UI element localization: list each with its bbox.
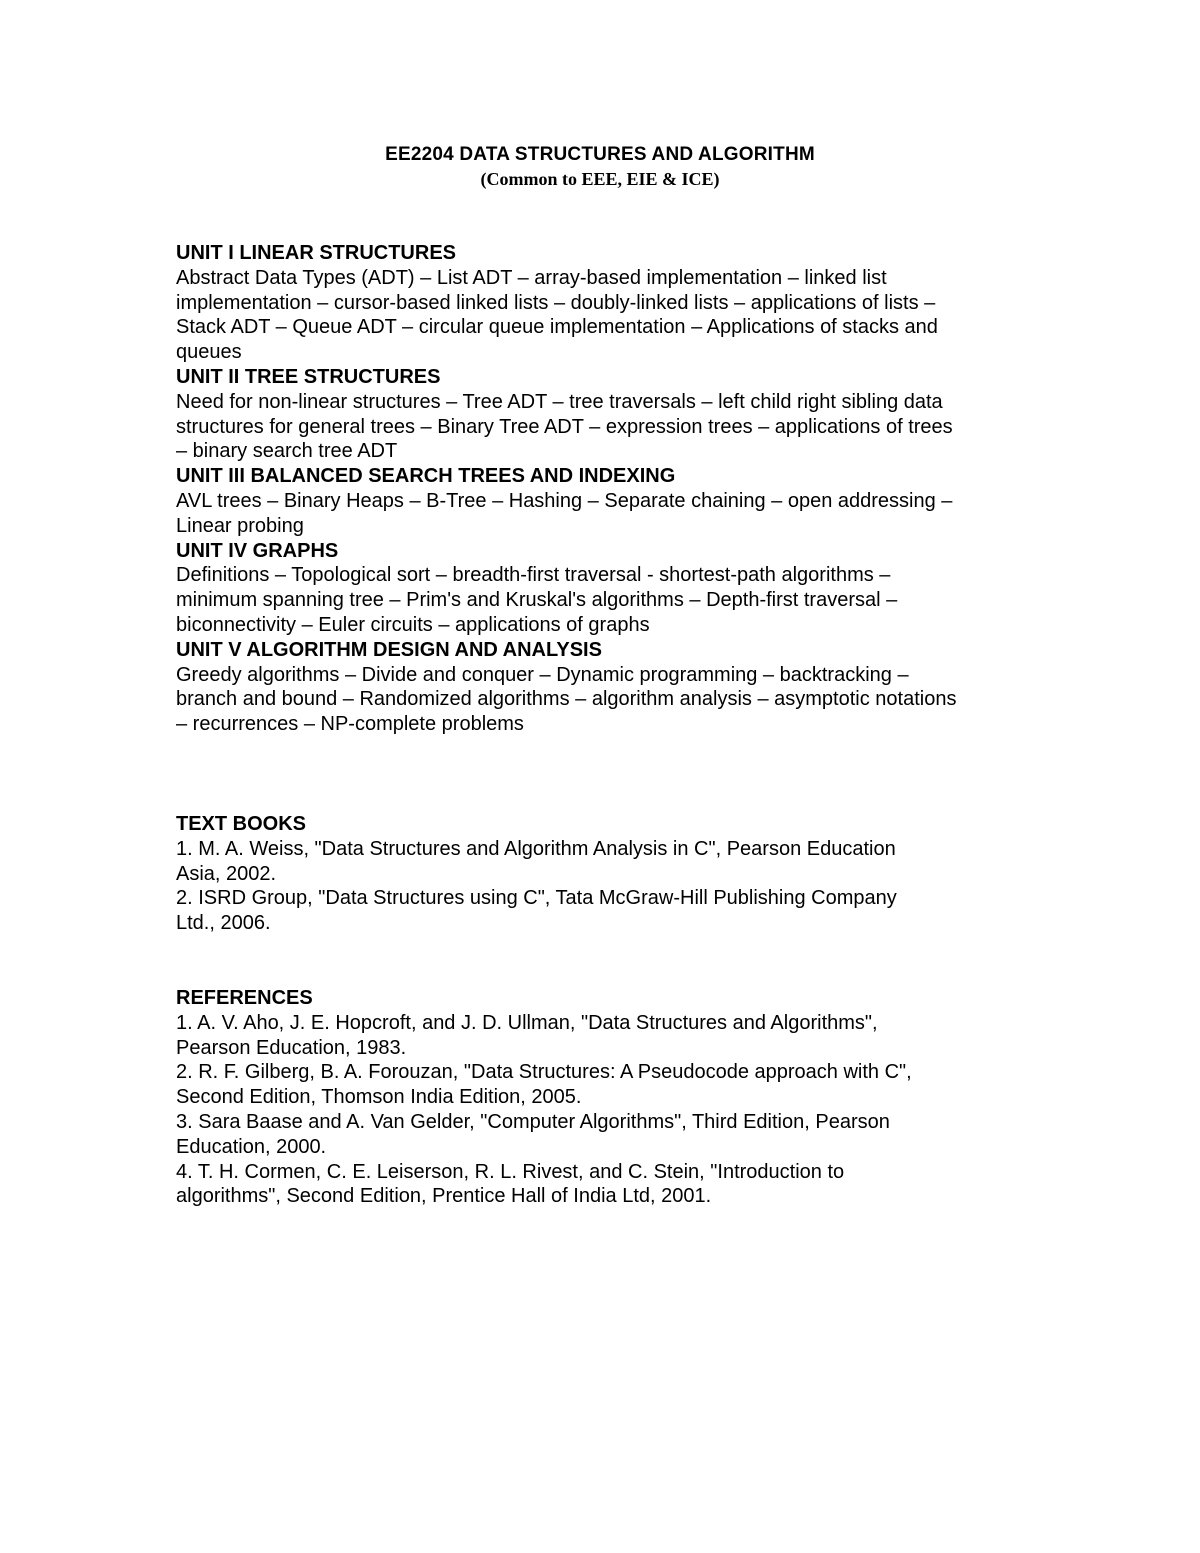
unit-2-heading: UNIT II TREE STRUCTURES [176, 365, 441, 388]
unit-4-line: Definitions – Topological sort – breadth-first traversal - shortest-path algorithms – [176, 564, 891, 587]
unit-3-line: AVL trees – Binary Heaps – B-Tree – Hashing – Separate chaining – open addressing – [176, 489, 953, 512]
textbook-line: 1. M. A. Weiss, "Data Structures and Algorithm Analysis in C", Pearson Education [176, 837, 896, 860]
unit-3-heading: UNIT III BALANCED SEARCH TREES AND INDEXING [176, 465, 676, 488]
unit-4-heading: UNIT IV GRAPHS [176, 539, 339, 562]
unit-5-heading: UNIT V ALGORITHM DESIGN AND ANALYSIS [176, 638, 602, 661]
reference-line: 3. Sara Baase and A. Van Gelder, "Computer Algorithms", Third Edition, Pearson [176, 1110, 890, 1133]
unit-2-line: – binary search tree ADT [176, 440, 398, 463]
reference-line: Pearson Education, 1983. [176, 1036, 407, 1059]
reference-line: Second Edition, Thomson India Edition, 2005. [176, 1086, 582, 1109]
page-title: EE2204 DATA STRUCTURES AND ALGORITHM [385, 144, 815, 165]
textbooks-heading: TEXT BOOKS [176, 813, 307, 835]
unit-1-line: queues [176, 341, 242, 364]
page-subtitle: (Common to EEE, EIE & ICE) [480, 169, 720, 189]
reference-line: 4. T. H. Cormen, C. E. Leiserson, R. L. Rivest, and C. Stein, "Introduction to [176, 1160, 845, 1183]
unit-5-line: Greedy algorithms – Divide and conquer – Dynamic programming – backtracking – [176, 663, 909, 686]
textbook-line: 2. ISRD Group, "Data Structures using C", Tata McGraw-Hill Publishing Company [176, 887, 897, 910]
reference-line: 2. R. F. Gilberg, B. A. Forouzan, "Data Structures: A Pseudocode approach with C", [176, 1061, 912, 1084]
unit-5-line: branch and bound – Randomized algorithms – algorithm analysis – asymptotic notations [176, 688, 957, 711]
textbooks-section [176, 812, 1056, 936]
unit-1-line: Stack ADT – Queue ADT – circular queue implementation – Applications of stacks and [176, 316, 938, 339]
unit-1-line: implementation – cursor-based linked lists – doubly-linked lists – applications of lists – [176, 291, 936, 314]
textbook-line: Ltd., 2006. [176, 912, 271, 935]
references-section [176, 986, 1056, 1209]
syllabus-units [176, 241, 1056, 737]
unit-1-line: Abstract Data Types (ADT) – List ADT – array-based implementation – linked list [176, 266, 887, 289]
unit-4-line: biconnectivity – Euler circuits – applications of graphs [176, 613, 650, 636]
unit-2-line: structures for general trees – Binary Tree ADT – expression trees – applications of trees [176, 415, 953, 438]
unit-2-line: Need for non-linear structures – Tree ADT – tree traversals – left child right sibling data [176, 390, 943, 413]
textbook-line: Asia, 2002. [176, 862, 277, 885]
reference-line: Education, 2000. [176, 1135, 327, 1158]
unit-5-line: – recurrences – NP-complete problems [176, 713, 524, 736]
unit-1-heading: UNIT I LINEAR STRUCTURES [176, 242, 456, 264]
references-heading: REFERENCES [176, 987, 313, 1009]
unit-3-line: Linear probing [176, 514, 304, 537]
reference-line: algorithms", Second Edition, Prentice Hall of India Ltd, 2001. [176, 1185, 712, 1208]
unit-4-line: minimum spanning tree – Prim's and Kruskal's algorithms – Depth-first traversal – [176, 589, 898, 612]
reference-line: 1. A. V. Aho, J. E. Hopcroft, and J. D. Ullman, "Data Structures and Algorithms", [176, 1011, 878, 1034]
